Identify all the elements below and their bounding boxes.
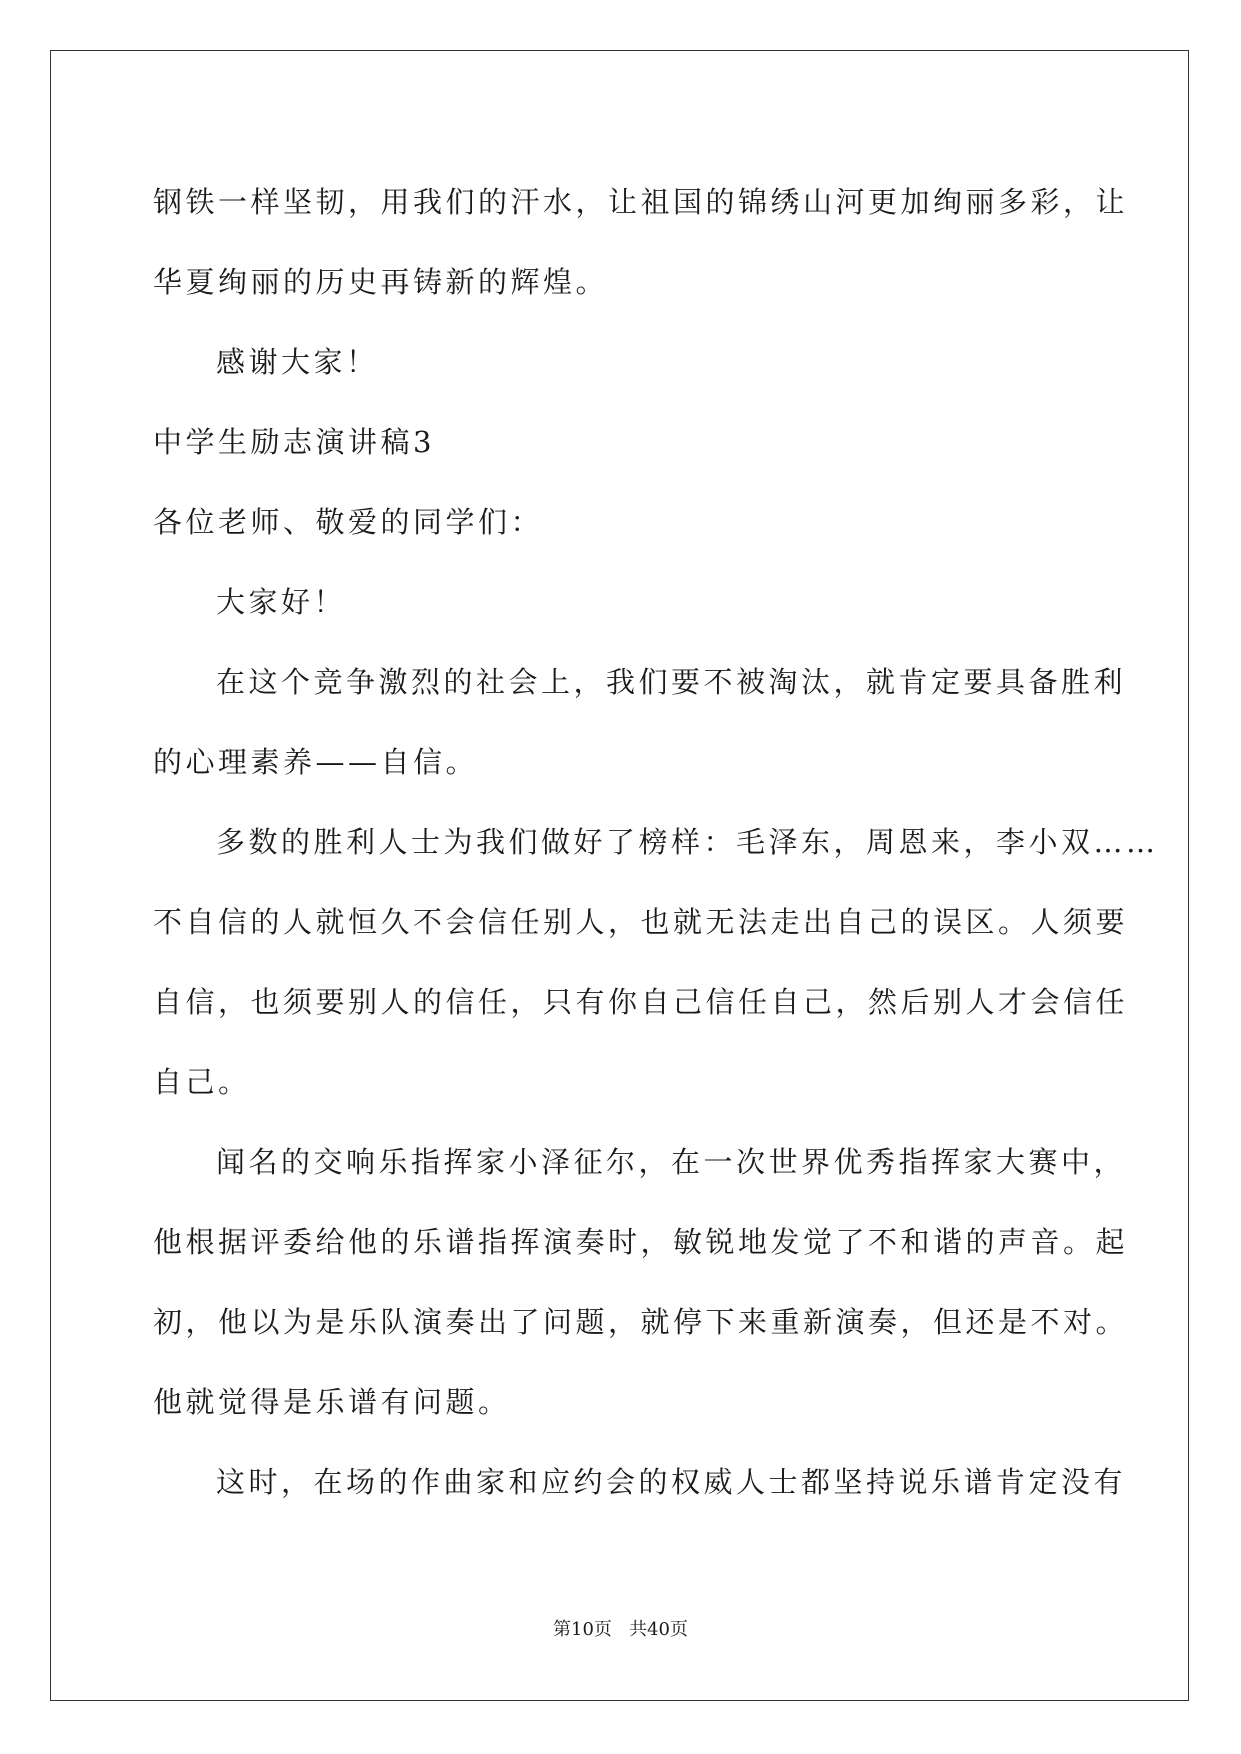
text-line: 钢铁一样坚韧，用我们的汗水，让祖国的锦绣山河更加绚丽多彩，让 bbox=[153, 185, 1129, 219]
document-body bbox=[153, 162, 1159, 1522]
page-footer: 第10页 共40页 bbox=[553, 1619, 688, 1640]
greeting: 大家好！ bbox=[216, 585, 347, 619]
text-line: 的心理素养——自信。 bbox=[153, 745, 479, 779]
text-line: 在这个竞争激烈的社会上，我们要不被淘汰，就肯定要具备胜利 bbox=[216, 665, 1127, 699]
salutation: 各位老师、敬爱的同学们： bbox=[153, 505, 544, 539]
text-line: 不自信的人就恒久不会信任别人，也就无法走出自己的误区。人须要 bbox=[153, 905, 1129, 939]
text-line: 他根据评委给他的乐谱指挥演奏时，敏锐地发觉了不和谐的声音。起 bbox=[153, 1225, 1129, 1259]
text-line: 这时，在场的作曲家和应约会的权威人士都坚持说乐谱肯定没有 bbox=[216, 1465, 1127, 1499]
text-line: 他就觉得是乐谱有问题。 bbox=[153, 1385, 511, 1419]
section-title: 中学生励志演讲稿3 bbox=[153, 425, 435, 459]
text-line: 自己。 bbox=[153, 1065, 251, 1099]
text-line: 自信，也须要别人的信任，只有你自己信任自己，然后别人才会信任 bbox=[153, 985, 1129, 1019]
text-line: 闻名的交响乐指挥家小泽征尔，在一次世界优秀指挥家大赛中， bbox=[216, 1145, 1127, 1179]
text-line: 华夏绚丽的历史再铸新的辉煌。 bbox=[153, 265, 609, 299]
text-line: 感谢大家！ bbox=[216, 345, 379, 379]
text-line: 初，他以为是乐队演奏出了问题，就停下来重新演奏，但还是不对。 bbox=[153, 1305, 1129, 1339]
text-line: 多数的胜利人士为我们做好了榜样：毛泽东，周恩来，李小双…… bbox=[216, 825, 1159, 859]
